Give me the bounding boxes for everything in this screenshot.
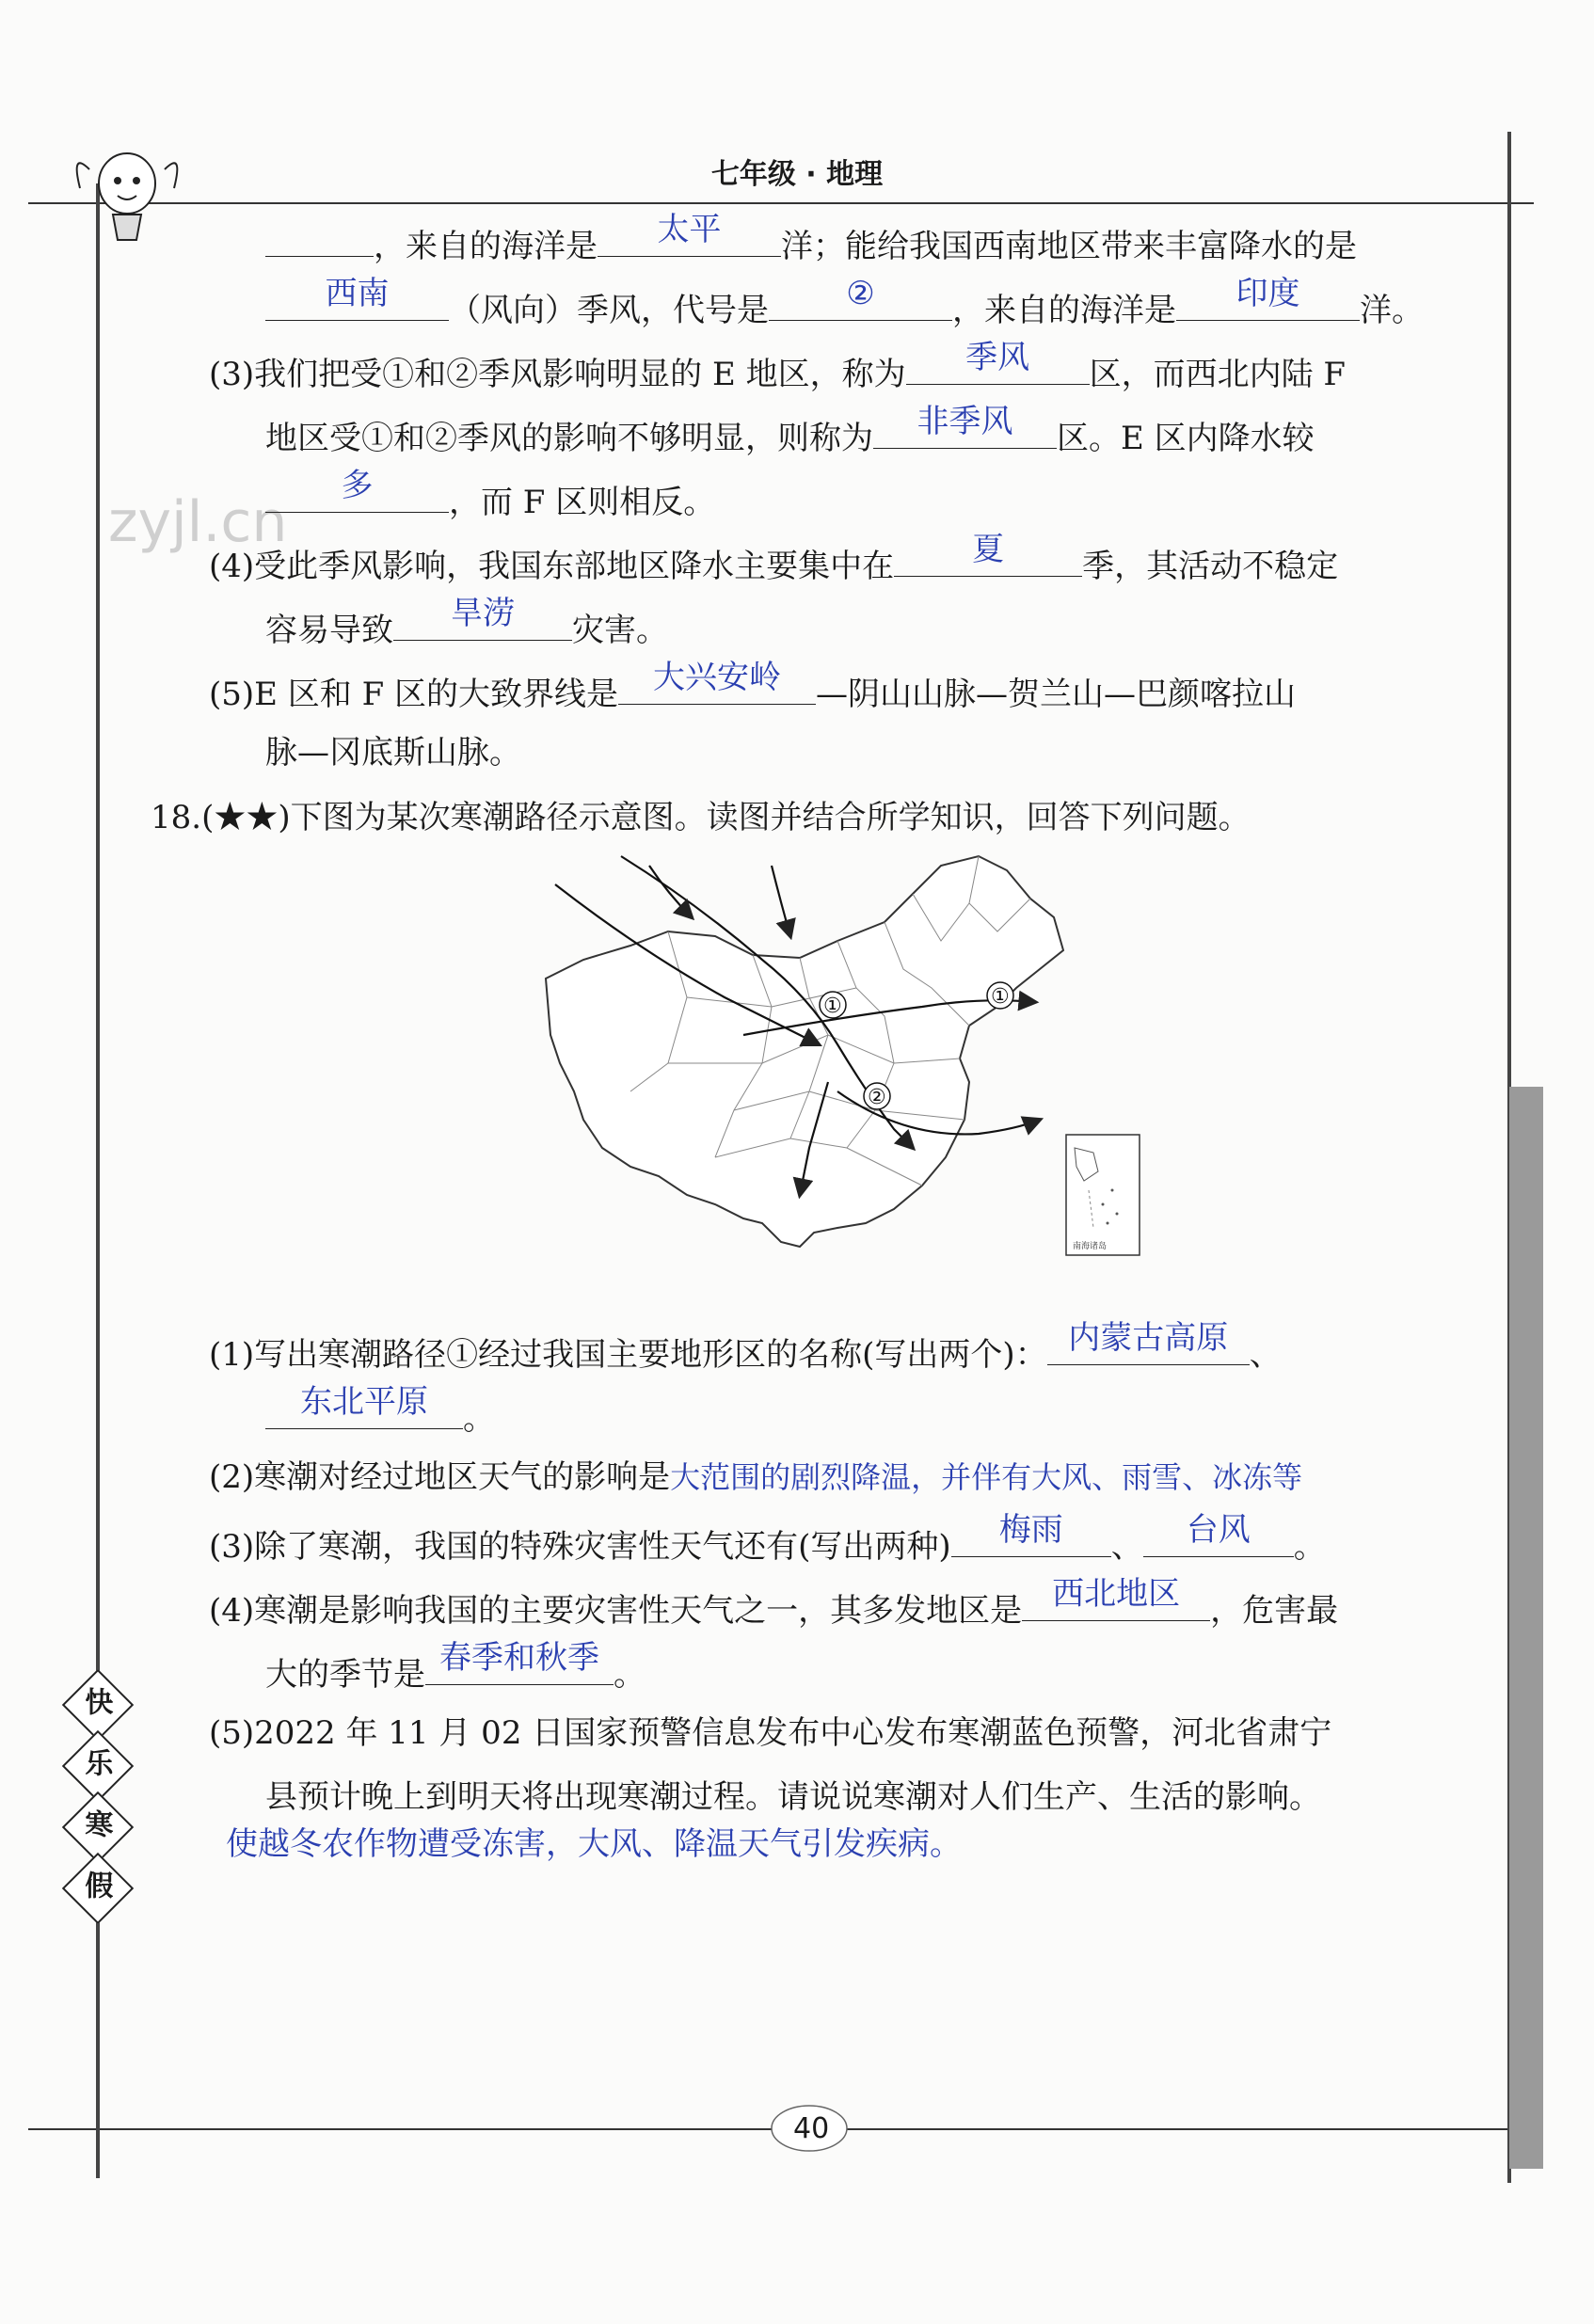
answer-text: 内蒙古高原 [1068,1319,1229,1357]
right-border-dark [1509,1087,1543,2169]
answer-blank [265,275,449,321]
side-badge-3: 寒 [62,1791,134,1863]
q18-4-line1: (4)寒潮是影响我国的主要灾害性天气之一，其多发地区是 西北地区 ，危害最 [209,1583,1338,1633]
q17-line2: 西南 （风向）季风，代号是 ② ，来自的海洋是 印度 洋。 [265,282,1424,333]
answer-blank [1022,1575,1210,1621]
path-label-1a-text: ① [823,995,842,1018]
q18-3-line: (3)除了寒潮，我国的特殊灾害性天气还有(写出两种) 梅雨 、 台风 。 [209,1519,1326,1569]
answer-text: 春季和秋季 [439,1639,599,1677]
answer-text: 东北平原 [300,1383,428,1421]
answer-blank [265,467,449,513]
header-title: 七年级 · 地理 [710,158,884,191]
answer-blank [393,595,572,641]
answer-text: 大兴安岭 [653,659,781,696]
answer-blank [425,1639,614,1685]
q18-1-line2: 东北平原 。 [265,1391,495,1441]
top-rule [28,202,1534,204]
answer-blank [1047,1319,1250,1365]
answer-text: ② [846,275,875,312]
q18-1-line1: (1)写出寒潮路径①经过我国主要地形区的名称(写出两个)： 内蒙古高原 、 [209,1327,1282,1377]
answer-text: 夏 [972,531,1005,568]
answer-blank [769,275,952,321]
answer-text: 非季风 [917,403,1013,440]
q17-line1: ，来自的海洋是 太平 洋；能给我国西南地区带来丰富降水的是 [265,218,1357,269]
cold-wave-map [527,847,1092,1270]
side-badge-4: 假 [62,1853,134,1924]
q18-4-line2: 大的季节是 春季和秋季 。 [265,1647,646,1697]
q18-2-line: (2)寒潮对经过地区天气的影响是大范围的剧烈降温，并伴有大风、雨雪、冰冻等 [209,1458,1303,1496]
answer-blank [1176,275,1360,321]
answer-text: 西北地区 [1052,1575,1181,1613]
answer-text: 季风 [965,339,1030,376]
side-badge-2: 乐 [62,1730,134,1802]
q18-stem: 18.(★★)下图为某次寒潮路径示意图。读图并结合所学知识，回答下列问题。 [151,799,1251,836]
inset-label: 南海诸岛 [1073,1242,1108,1251]
answer-blank [906,339,1090,385]
answer-text: 使越冬农作物遭受冻害，大风、降温天气引发疾病。 [226,1825,962,1863]
answer-text: 台风 [1186,1511,1251,1549]
answer-blank [1143,1511,1294,1557]
path-label-1b-text: ① [991,985,1010,1009]
q17-5-line1: (5)E 区和 F 区的大致界线是 大兴安岭 —阴山山脉—贺兰山—巴颜喀拉山 [209,666,1296,717]
answer-blank [873,403,1057,449]
answer-text: 多 [341,467,374,504]
answer-blank [894,531,1082,577]
answer-text: 西南 [325,275,390,312]
answer-text: 大范围的剧烈降温，并伴有大风、雨雪、冰冻等 [670,1459,1303,1495]
answer-blank [265,1383,463,1429]
q17-3-line1: (3)我们把受①和②季风影响明显的 E 地区，称为 季风 区，而西北内陆 F [209,346,1346,397]
path-label-2-text: ② [868,1086,886,1109]
page-number: 40 [793,2112,830,2145]
answer-text: 旱涝 [451,595,515,632]
answer-blank [598,211,781,257]
china-outline [546,856,1063,1247]
answer-blank [951,1511,1111,1557]
answer-text: 梅雨 [998,1511,1063,1549]
q18-5-line1: (5)2022 年 11 月 02 日国家预警信息发布中心发布寒潮蓝色预警，河北省肃宁 [209,1714,1332,1752]
answer-text: 印度 [1235,275,1300,312]
watermark: zyjl.cn [108,489,288,555]
q18-5-line2: 县预计晚上到明天将出现寒潮过程。请说说寒潮对人们生产、生活的影响。 [265,1778,1321,1816]
south-china-sea-inset [1065,1134,1140,1256]
q17-4-line2: 容易导致 旱涝 灾害。 [265,602,668,653]
q17-3-line2: 地区受①和②季风的影响不够明显，则称为 非季风 区。E 区内降水较 [265,410,1315,461]
q17-5-line2: 脉—冈底斯山脉。 [265,734,521,772]
blank-empty [265,218,374,257]
q17-4-line1: (4)受此季风影响，我国东部地区降水主要集中在 夏 季，其活动不稳定 [209,538,1338,589]
answer-text: 太平 [657,211,722,248]
side-badge-1: 快 [62,1669,134,1741]
q18-5-answer [226,1822,962,1867]
q17-3-line3: 多 ，而 F 区则相反。 [265,474,715,525]
answer-blank [618,659,816,705]
